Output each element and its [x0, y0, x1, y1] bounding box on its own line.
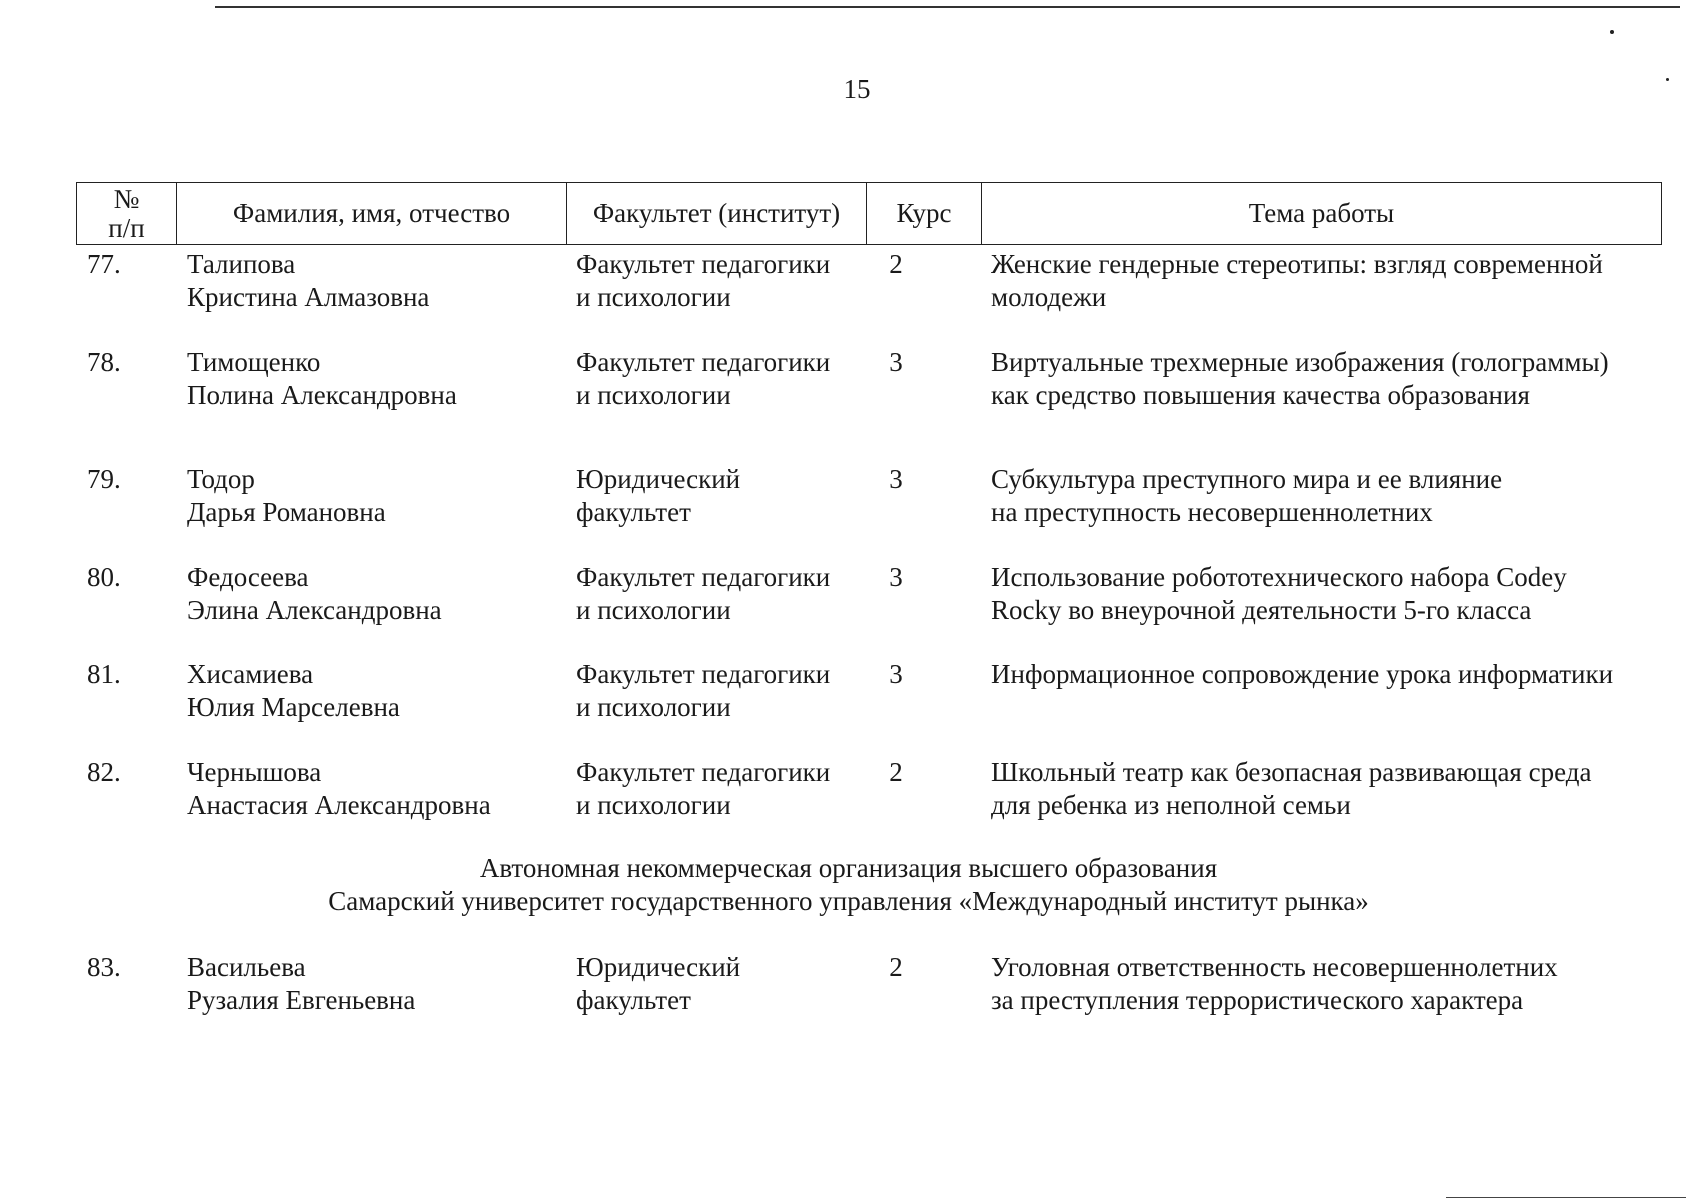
topic [991, 951, 1648, 1016]
topic-line1: Использование робототехнического набора Codey [991, 562, 1567, 592]
row-number: 81. [87, 659, 121, 689]
faculty-line2: и психологии [576, 379, 731, 410]
header-number-line2: п/п [108, 212, 145, 243]
surname: Федосеева [187, 562, 309, 592]
organization-heading [0, 852, 1697, 917]
header-faculty: Факультет (институт) [567, 183, 867, 245]
topic-line1: Уголовная ответственность несовершеннолетних [991, 952, 1558, 982]
student-name [187, 951, 567, 1016]
topic-line2: за преступления террористического характера [991, 984, 1524, 1015]
faculty-line2: и психологии [576, 594, 731, 625]
course: 2 [889, 249, 903, 279]
course: 3 [889, 659, 903, 689]
faculty [576, 658, 866, 723]
header-number [77, 183, 177, 245]
topic-line2: Rocky во внеурочной деятельности 5-го класса [991, 594, 1532, 625]
student-name [187, 463, 567, 528]
scan-speck [1610, 30, 1614, 34]
faculty [576, 561, 866, 626]
topic [991, 463, 1648, 528]
faculty-line1: Юридический [576, 952, 741, 982]
course: 2 [889, 952, 903, 982]
table-header [76, 182, 1662, 245]
row-number: 78. [87, 347, 121, 377]
faculty-line2: факультет [576, 984, 691, 1015]
student-name [187, 658, 567, 723]
given-names: Дарья Романовна [187, 496, 386, 527]
faculty-line2: и психологии [576, 691, 731, 722]
surname: Чернышова [187, 757, 322, 787]
faculty [576, 248, 866, 313]
surname: Талипова [187, 249, 296, 279]
topic-line1: Субкультура преступного мира и ее влияние [991, 464, 1503, 494]
course: 3 [889, 464, 903, 494]
topic-line2: молодежи [991, 281, 1107, 312]
surname: Тимощенко [187, 347, 321, 377]
row-number: 80. [87, 562, 121, 592]
header-topic: Тема работы [982, 183, 1662, 245]
top-rule [215, 6, 1680, 8]
faculty-line1: Факультет педагогики [576, 757, 831, 787]
row-number: 83. [87, 952, 121, 982]
course: 2 [889, 757, 903, 787]
faculty-line2: и психологии [576, 789, 731, 820]
faculty-line1: Факультет педагогики [576, 249, 831, 279]
surname: Тодор [187, 464, 255, 494]
student-name [187, 346, 567, 411]
topic [991, 346, 1648, 411]
topic-line1: Женские гендерные стереотипы: взгляд современной [991, 249, 1603, 279]
student-name [187, 561, 567, 626]
faculty-line1: Факультет педагогики [576, 347, 831, 377]
student-name [187, 248, 567, 313]
faculty-line2: факультет [576, 496, 691, 527]
given-names: Полина Александровна [187, 379, 457, 410]
topic-line1: Виртуальные трехмерные изображения (голограммы) [991, 347, 1609, 377]
topic-line2: для ребенка из неполной семьи [991, 789, 1351, 820]
header-number-line1: № [113, 183, 140, 214]
topic-line2: как средство повышения качества образования [991, 379, 1530, 410]
scan-speck [1666, 78, 1669, 81]
faculty [576, 463, 866, 528]
student-name [187, 756, 567, 821]
organization-line1: Автономная некоммерческая организация высшего образования [479, 853, 1218, 883]
topic-line2: на преступность несовершеннолетних [991, 496, 1433, 527]
header-name: Фамилия, имя, отчество [177, 183, 567, 245]
given-names: Кристина Алмазовна [187, 281, 430, 312]
faculty-line1: Юридический [576, 464, 741, 494]
given-names: Элина Александровна [187, 594, 442, 625]
row-number: 79. [87, 464, 121, 494]
faculty [576, 346, 866, 411]
faculty-line1: Факультет педагогики [576, 562, 831, 592]
course: 3 [889, 347, 903, 377]
bottom-rule [1446, 1197, 1686, 1198]
surname: Хисамиева [187, 659, 314, 689]
header-course: Курс [867, 183, 982, 245]
page-number: 15 [843, 74, 871, 104]
faculty-line1: Факультет педагогики [576, 659, 831, 689]
organization-line2: Самарский университет государственного управления «Международный институт рынка» [328, 885, 1369, 916]
topic [991, 561, 1648, 626]
surname: Васильева [187, 952, 306, 982]
given-names: Анастасия Александровна [187, 789, 491, 820]
faculty [576, 951, 866, 1016]
given-names: Юлия Марселевна [187, 691, 400, 722]
topic [991, 756, 1648, 821]
given-names: Рузалия Евгеньевна [187, 984, 416, 1015]
topic [991, 248, 1648, 313]
topic [991, 658, 1648, 691]
topic-line1: Информационное сопровождение урока информатики [991, 659, 1614, 689]
row-number: 82. [87, 757, 121, 787]
row-number: 77. [87, 249, 121, 279]
topic-line1: Школьный театр как безопасная развивающая среда [991, 757, 1592, 787]
faculty-line2: и психологии [576, 281, 731, 312]
faculty [576, 756, 866, 821]
course: 3 [889, 562, 903, 592]
